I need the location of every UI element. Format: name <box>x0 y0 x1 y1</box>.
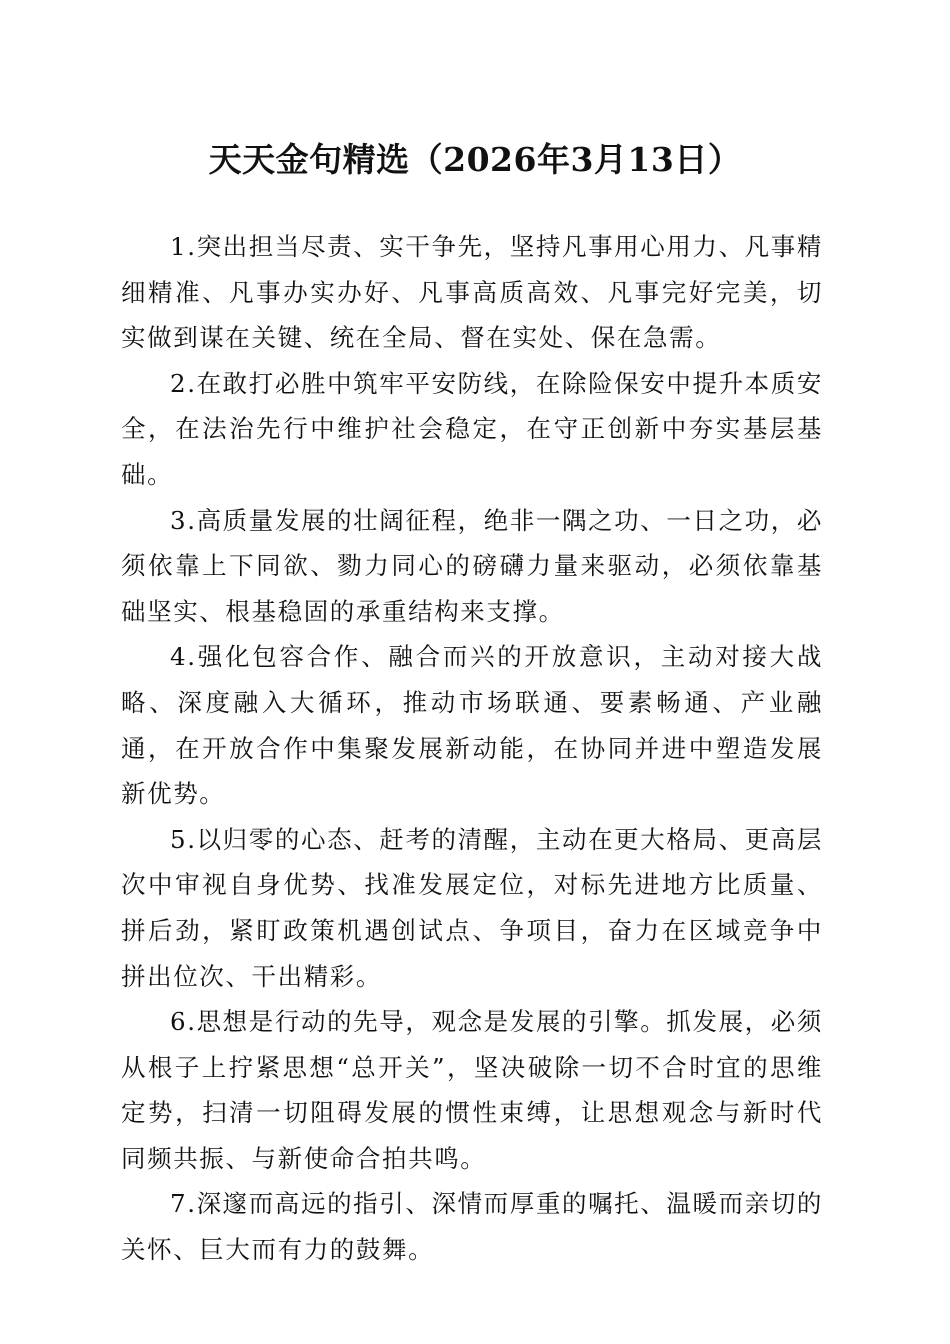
quote-paragraph-6: 6.思想是行动的先导，观念是发展的引擎。抓发展，必须从根子上拧紧思想“总开关”，坚决破除一切不合时宜的思维定势，扫清一切阻碍发展的惯性束缚，让思想观念与新时代同频共振、与新使命合拍共鸣。 <box>121 1007 823 1173</box>
document-body <box>121 224 823 1273</box>
quote-paragraph-3: 3.高质量发展的壮阔征程，绝非一隅之功、一日之功，必须依靠上下同欲、勠力同心的磅礴力量来驱动，必须依靠基础坚实、根基稳固的承重结构来支撑。 <box>121 505 823 626</box>
quote-paragraph-5: 5.以归零的心态、赶考的清醒，主动在更大格局、更高层次中审视自身优势、找准发展定位，对标先进地方比质量、拼后劲，紧盯政策机遇创试点、争项目，奋力在区域竞争中拼出位次、干出精彩。 <box>121 824 823 991</box>
quote-paragraph-4: 4.强化包容合作、融合而兴的开放意识，主动对接大战略、深度融入大循环，推动市场联通、要素畅通、产业融通，在开放合作中集聚发展新动能，在协同并进中塑造发展新优势。 <box>121 642 823 809</box>
quote-paragraph-2: 2.在敢打必胜中筑牢平安防线，在除险保安中提升本质安全，在法治先行中维护社会稳定，在守正创新中夯实基层基础。 <box>121 368 823 489</box>
quote-paragraph-1: 1.突出担当尽责、实干争先，坚持凡事用心用力、凡事精细精准、凡事办实办好、凡事高质高效、凡事完好完美，切实做到谋在关键、统在全局、督在实处、保在急需。 <box>121 232 823 353</box>
page-title: 天天金句精选（2026年3月13日） <box>208 140 742 179</box>
quote-paragraph-7: 7.深邃而高远的指引、深情而厚重的嘱托、温暖而亲切的关怀、巨大而有力的鼓舞。 <box>121 1189 823 1265</box>
